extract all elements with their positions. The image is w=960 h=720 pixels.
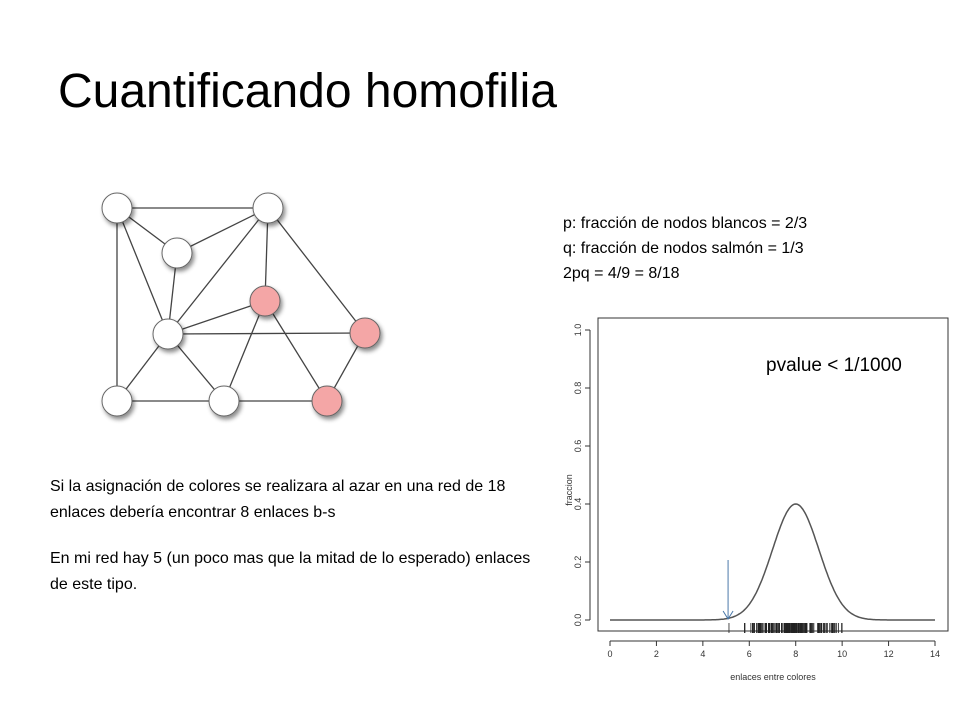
y-tick-label: 0.6 xyxy=(573,439,583,453)
formula-p: p: fracción de nodos blancos = 2/3 xyxy=(563,215,808,232)
y-tick-label: 0.2 xyxy=(573,555,583,569)
network-node-salmon xyxy=(250,286,280,316)
x-tick-label: 2 xyxy=(653,649,659,659)
network-node-salmon xyxy=(350,318,380,348)
network-node-white xyxy=(153,319,183,349)
x-tick-label: 8 xyxy=(793,649,799,659)
x-tick-label: 0 xyxy=(607,649,613,659)
explanation-paragraph-1: Si la asignación de colores se realizara al azar en una red de 18 enlaces debería encontrar 8 enlaces b-s xyxy=(50,478,506,521)
observed-arrow xyxy=(723,560,733,619)
network-node-white xyxy=(102,193,132,223)
formula-2pq: 2pq = 4/9 = 8/18 xyxy=(563,265,680,282)
network-node-white xyxy=(162,238,192,268)
x-tick-label: 12 xyxy=(883,649,894,659)
network-graph xyxy=(95,183,395,428)
y-axis-label: fraccion xyxy=(564,474,574,506)
x-tick-label: 6 xyxy=(746,649,752,659)
network-edge xyxy=(265,301,327,401)
network-node-white xyxy=(253,193,283,223)
y-tick-label: 1.0 xyxy=(573,323,583,337)
slide-title: Cuantificando homofilia xyxy=(58,65,557,118)
x-axis-label: enlaces entre colores xyxy=(730,672,816,682)
pvalue-label: pvalue < 1/1000 xyxy=(766,355,902,376)
network-edge xyxy=(224,301,265,401)
network-node-salmon xyxy=(312,386,342,416)
explanation-paragraph-2: En mi red hay 5 (un poco mas que la mitad de lo esperado) enlaces de este tipo. xyxy=(50,550,531,593)
x-tick-label: 14 xyxy=(929,649,941,659)
network-nodes xyxy=(102,193,380,416)
y-tick-label: 0.0 xyxy=(573,613,583,627)
formula-q: q: fracción de nodos salmón = 1/3 xyxy=(563,240,804,257)
y-tick-label: 0.8 xyxy=(573,381,583,395)
network-edge xyxy=(268,208,365,333)
network-edge xyxy=(168,208,268,334)
x-tick-label: 4 xyxy=(700,649,706,659)
network-edges xyxy=(117,208,365,401)
explanation-text xyxy=(50,474,540,618)
network-node-white xyxy=(209,386,239,416)
network-node-white xyxy=(102,386,132,416)
network-edge xyxy=(168,333,365,334)
y-tick-label: 0.4 xyxy=(573,497,583,511)
density-curve xyxy=(610,504,935,620)
formula-block xyxy=(563,211,807,286)
x-tick-label: 10 xyxy=(837,649,848,659)
